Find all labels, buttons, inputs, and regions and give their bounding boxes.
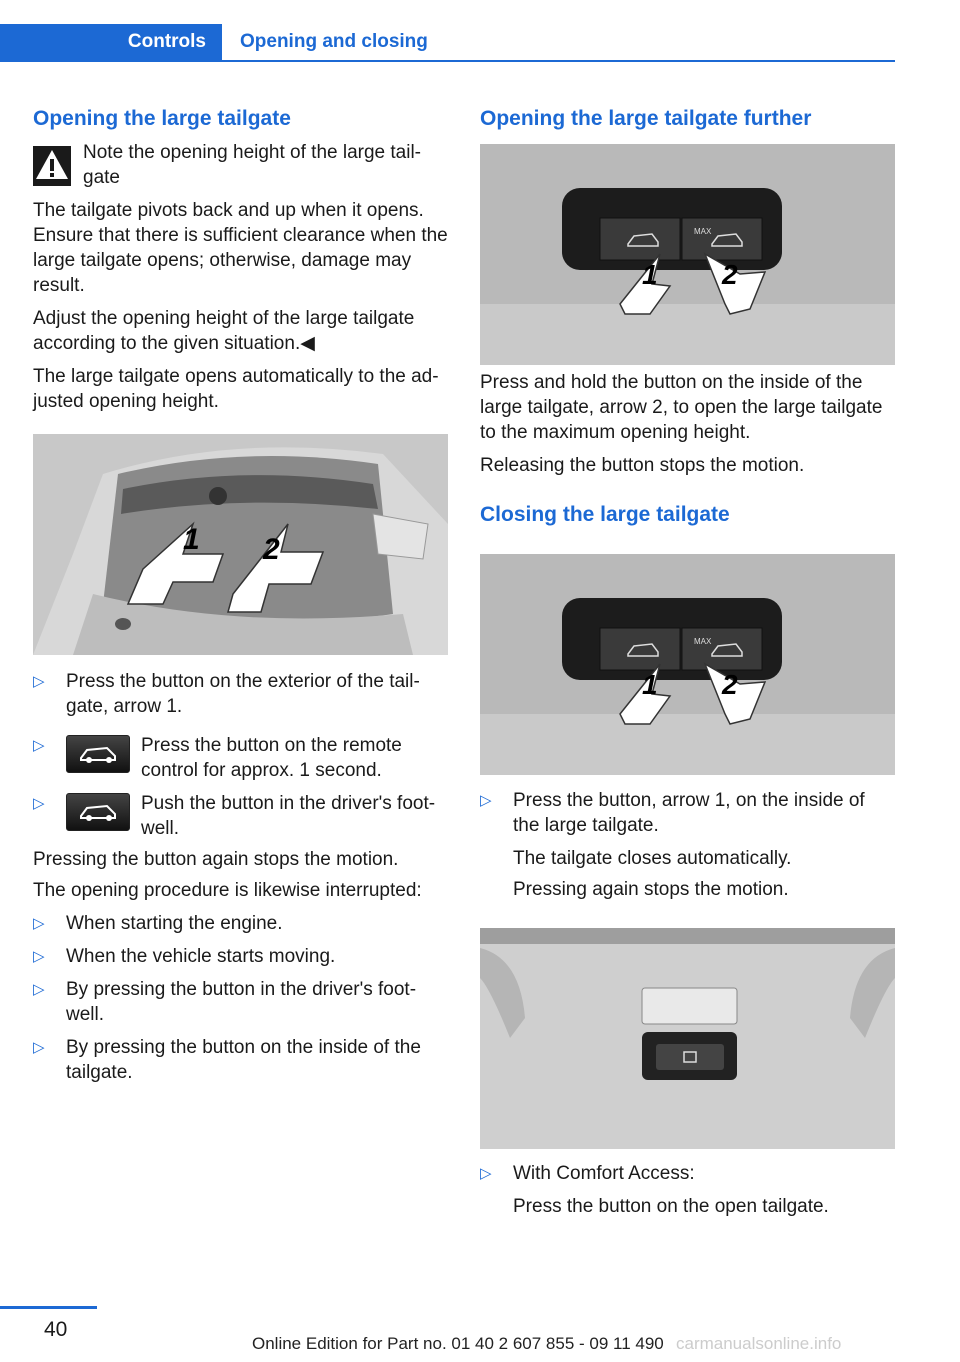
- right-text-2: [480, 788, 895, 902]
- warning-icon: [33, 146, 71, 186]
- comfort-access-figure: [480, 928, 895, 1149]
- arrow-label-2: 2: [722, 259, 738, 290]
- paragraph: Press and hold the button on the inside of the large tailgate, arrow 2, to open the large tailgate to the maximum opening height.: [480, 372, 883, 443]
- chapter-title: Opening and closing: [240, 31, 428, 52]
- list-item: ▷ With Comfort Access: Press the button on the open tailgate.: [480, 1163, 829, 1217]
- inside-buttons-figure-1: [480, 144, 895, 365]
- paragraph: The large tailgate opens automatically to the ad-justed opening height.: [33, 366, 439, 412]
- list-item: ▷ Push the button in the driver's foot-well.: [33, 793, 436, 839]
- bullet-icon: ▷: [33, 673, 45, 690]
- section-tab: Controls: [0, 24, 222, 60]
- arrow-label-2: 2: [263, 533, 280, 566]
- arrow-label-1: 1: [642, 669, 658, 700]
- heading-opening-further: Opening the large tailgate further: [480, 107, 812, 130]
- car-rear-figure: [33, 434, 448, 655]
- list-item: ▷ Press the button on the exterior of the tail-gate, arrow 1.: [33, 671, 420, 717]
- left-column: [33, 104, 448, 414]
- remote-tailgate-button-icon: [66, 735, 130, 773]
- heading-opening: Opening the large tailgate: [33, 107, 291, 130]
- warning-block: [33, 140, 448, 190]
- list-item: ▷ When starting the engine.: [33, 913, 283, 934]
- bullet-icon: ▷: [480, 1165, 492, 1182]
- paragraph: The tailgate pivots back and up when it opens. Ensure that there is sufficient clearance when the large tailgate opens; otherwise, damage may result.: [33, 200, 448, 296]
- right-text-1: [480, 370, 895, 530]
- bullet-icon: ▷: [33, 915, 45, 932]
- list-item: ▷ Press the button, arrow 1, on the inside of the large tailgate. The tailgate closes automatically. Pressing again stops the motion.: [480, 790, 865, 900]
- header-rule: [0, 60, 895, 62]
- arrow-label-2: 2: [722, 669, 738, 700]
- max-label: MAX: [694, 227, 712, 236]
- paragraph: Releasing the button stops the motion.: [480, 455, 805, 476]
- arrow-label-1: 1: [642, 259, 658, 290]
- edition-note: Online Edition for Part no. 01 40 2 607 855 - 09 11 490: [252, 1334, 664, 1353]
- right-heading-wrap: [480, 104, 895, 134]
- bullet-icon: ▷: [33, 981, 45, 998]
- paragraph: Adjust the opening height of the large tailgate according to the given situation.◀: [33, 308, 415, 354]
- inside-buttons-illustration: [480, 554, 895, 775]
- max-label: MAX: [694, 637, 712, 646]
- arrow-label-1: 1: [183, 523, 200, 556]
- left-column-lower: [33, 669, 448, 1085]
- bullet-icon: ▷: [33, 1039, 45, 1056]
- heading-closing: Closing the large tailgate: [480, 503, 730, 526]
- bullet-icon: ▷: [33, 795, 45, 812]
- inside-buttons-illustration: [480, 144, 895, 365]
- footwell-tailgate-button-icon: [66, 793, 130, 831]
- page-header: [0, 0, 895, 62]
- footer-rule: [0, 1306, 97, 1309]
- car-rear-illustration: [33, 434, 448, 655]
- list-item: ▷ By pressing the button on the inside of the tailgate.: [33, 1037, 421, 1083]
- bullet-icon: ▷: [33, 948, 45, 965]
- watermark: carmanualsonline.info: [676, 1334, 842, 1353]
- list-item: ▷ Press the button on the remote control for approx. 1 second.: [33, 735, 402, 781]
- paragraph: The opening procedure is likewise interrupted:: [33, 880, 422, 901]
- page-number: 40: [44, 1318, 68, 1341]
- paragraph: Pressing the button again stops the motion.: [33, 849, 399, 870]
- bullet-icon: ▷: [480, 792, 492, 809]
- right-text-3: [480, 1161, 895, 1219]
- bullet-icon: ▷: [33, 737, 45, 754]
- open-tailgate-button-illustration: [480, 928, 895, 1149]
- list-item: ▷ By pressing the button in the driver's foot-well.: [33, 979, 417, 1025]
- list-item: ▷ When the vehicle starts moving.: [33, 946, 336, 967]
- warning-text: Note the opening height of the large tail-gate: [83, 142, 422, 188]
- inside-buttons-figure-2: [480, 554, 895, 775]
